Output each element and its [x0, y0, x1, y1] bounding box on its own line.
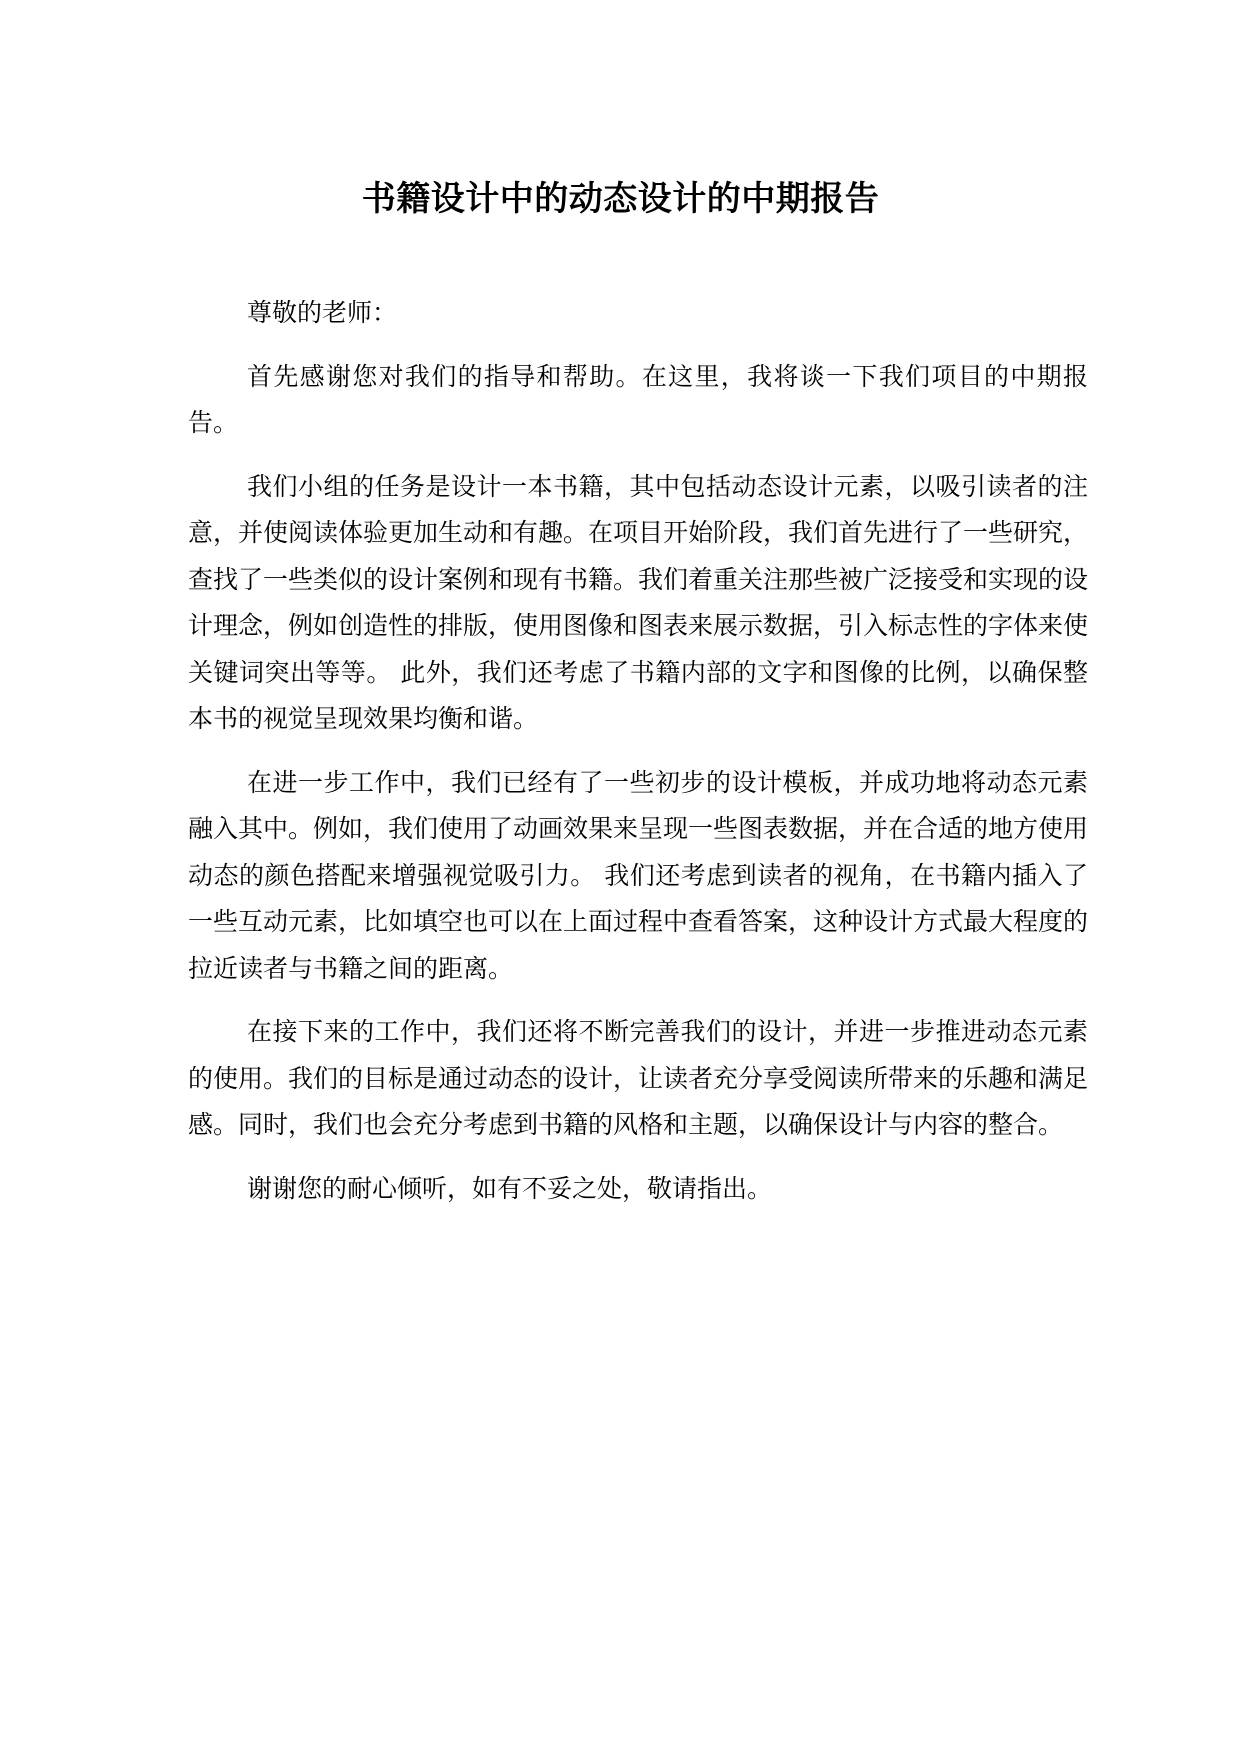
- paragraph-task: 我们小组的任务是设计一本书籍，其中包括动态设计元素，以吸引读者的注意，并使阅读体验更加生动和有趣。在项目开始阶段，我们首先进行了一些研究，查找了一些类似的设计案例和现有书籍。我们着重关注那些被广泛接受和实现的设计理念，例如创造性的排版，使用图像和图表来展示数据，引入标志性的字体来使关键词突出等等。 此外，我们还考虑了书籍内部的文字和图像的比例，以确保整本书的视觉呈现效果均衡和谐。: [188, 471, 1089, 733]
- paragraph-progress: 在进一步工作中，我们已经有了一些初步的设计模板，并成功地将动态元素融入其中。例如，我们使用了动画效果来呈现一些图表数据，并在合适的地方使用动态的颜色搭配来增强视觉吸引力。 我们还考虑到读者的视角，在书籍内插入了一些互动元素，比如填空也可以在上面过程中查看答案，这种设计方式最大程度的拉近读者与书籍之间的距离。: [188, 767, 1089, 983]
- paragraph-closing: 谢谢您的耐心倾听，如有不妥之处，敬请指出。: [247, 1173, 773, 1203]
- paragraph-intro: 首先感谢您对我们的指导和帮助。在这里，我将谈一下我们项目的中期报告。: [188, 361, 1088, 437]
- salutation: 尊敬的老师：: [247, 298, 398, 327]
- document-body: [188, 290, 1088, 1229]
- document-title: 书籍设计中的动态设计的中期报告: [361, 179, 880, 219]
- paragraph-next-steps: 在接下来的工作中，我们还将不断完善我们的设计，并进一步推进动态元素的使用。我们的目标是通过动态的设计，让读者充分享受阅读所带来的乐趣和满足感。同时，我们也会充分考虑到书籍的风格和主题，以确保设计与内容的整合。: [188, 1017, 1089, 1139]
